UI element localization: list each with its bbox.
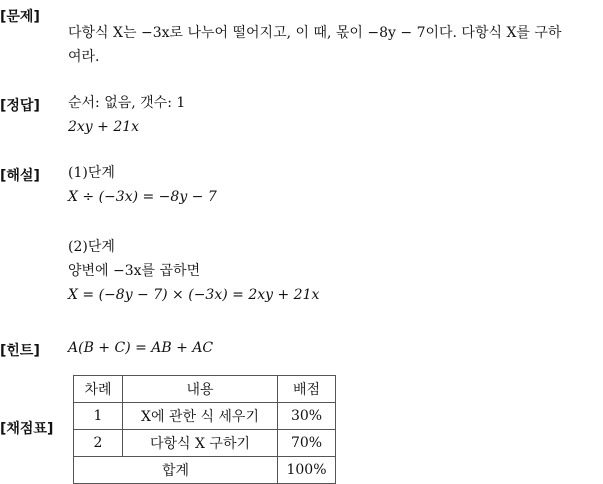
rubric-row-no: 1 (74, 403, 123, 430)
hint-label: [힌트] (0, 343, 40, 359)
table-row (74, 430, 336, 457)
problem-body (68, 21, 561, 69)
rubric-row-points: 70% (278, 430, 336, 457)
problem-label: [문제] (0, 9, 40, 25)
answer-value: 2xy + 21x (68, 119, 140, 135)
solution-body (68, 161, 319, 307)
rubric-header-points: 배점 (278, 376, 336, 403)
table-row (74, 403, 336, 430)
solution-step1-equation: X ÷ (−3x) = −8y − 7 (68, 189, 217, 205)
rubric-row-points: 30% (278, 403, 336, 430)
rubric-total-points: 100% (278, 457, 336, 484)
solution-step2-text: 양변에 −3x를 곱하면 (68, 263, 201, 279)
rubric-table (73, 375, 336, 484)
answer-meta: 순서: 없음, 갯수: 1 (68, 95, 186, 111)
rubric-header-row (74, 376, 336, 403)
problem-line-2: 여라. (68, 49, 100, 65)
solution-step2-equation: X = (−8y − 7) × (−3x) = 2xy + 21x (68, 287, 320, 303)
rubric-header-no: 차례 (74, 376, 123, 403)
solution-label: [해설] (0, 168, 40, 184)
hint-text: A(B + C) = AB + AC (68, 340, 214, 356)
rubric-header-content: 내용 (123, 376, 278, 403)
problem-line-1: 다항식 X는 −3x로 나누어 떨어지고, 이 때, 몫이 −8y − 7이다. 다항식 X를 구하 (68, 25, 562, 41)
rubric-row-no: 2 (74, 430, 123, 457)
answer-label: [정답] (0, 98, 40, 114)
rubric-total-label: 합계 (74, 457, 278, 484)
answer-body (68, 91, 185, 139)
solution-step1-title: (1)단계 (68, 165, 115, 181)
rubric-label: [채점표] (0, 421, 54, 437)
solution-step2-title: (2)단계 (68, 239, 115, 255)
rubric-row-content: 다항식 X 구하기 (123, 430, 278, 457)
rubric-total-row (74, 457, 336, 484)
rubric-row-content: X에 관한 식 세우기 (123, 403, 278, 430)
hint-body (68, 336, 213, 360)
